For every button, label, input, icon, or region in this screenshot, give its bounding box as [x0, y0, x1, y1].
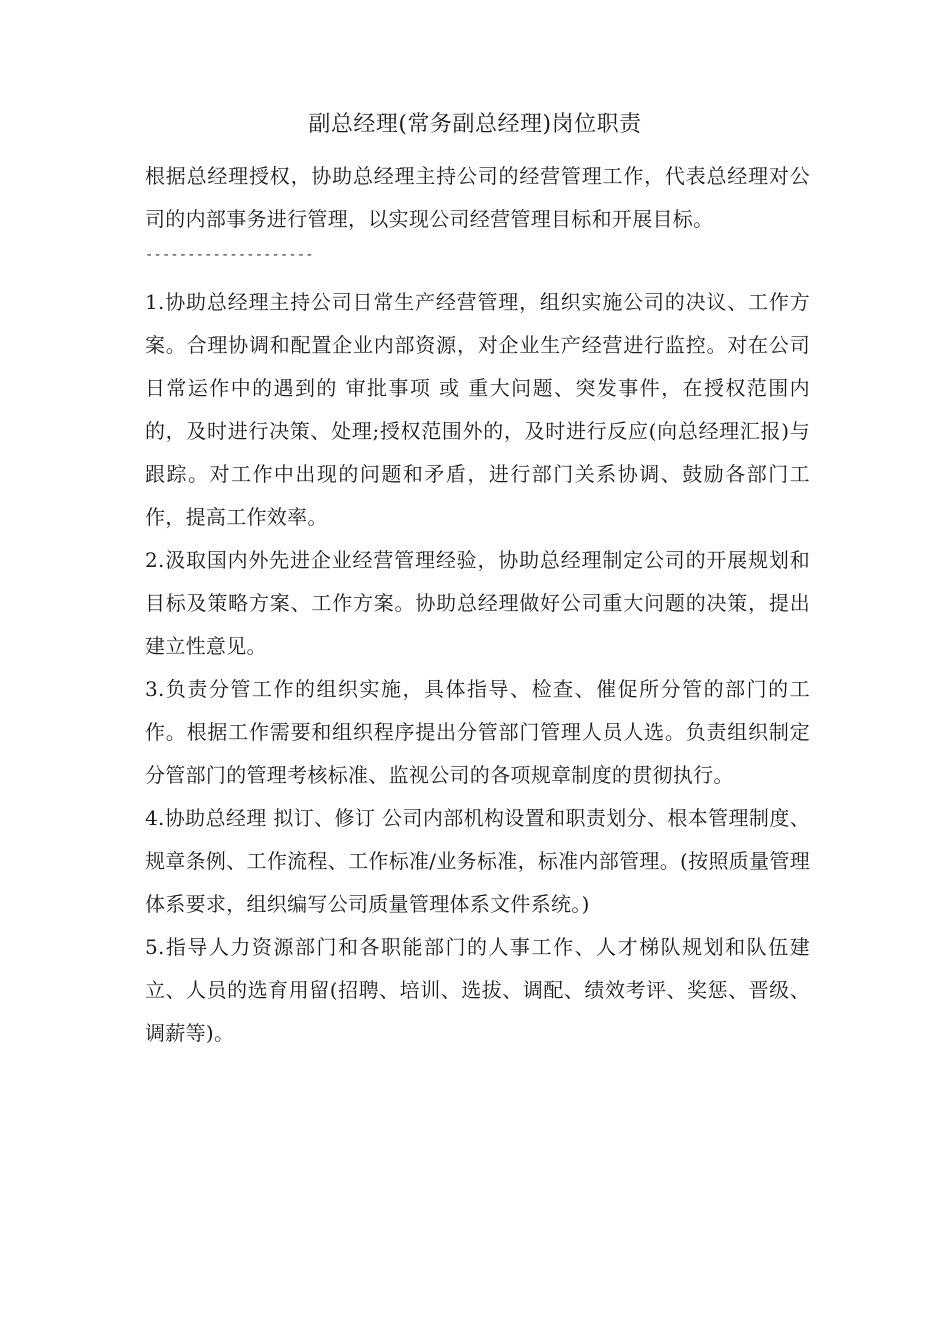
intro-paragraph: 根据总经理授权，协助总经理主持公司的经营管理工作，代表总经理对公司的内部事务进行管理，以实现公司经营管理目标和开展目标。 [145, 164, 810, 231]
duty-item-2: 2.汲取国内外先进企业经营管理经验，协助总经理制定公司的开展规划和目标及策略方案、工作方案。协助总经理做好公司重大问题的决策，提出建立性意见。 [145, 548, 810, 658]
duty-item-4: 4.协助总经理 拟订、修订 公司内部机构设置和职责划分、根本管理制度、规章条例、工作流程、工作标准/业务标准，标准内部管理。(按照质量管理体系要求，组织编写公司质量管理体系文件系统。) [145, 806, 810, 916]
duty-item-3: 3.负责分管工作的组织实施，具体指导、检查、催促所分管的部门的工作。根据工作需要和组织程序提出分管部门管理人员人选。负责组织制定分管部门的管理考核标准、监视公司的各项规章制度的贯彻执行。 [145, 677, 810, 787]
duty-item-1: 1.协助总经理主持公司日常生产经营管理，组织实施公司的决议、工作方案。合理协调和配置企业内部资源，对企业生产经营进行监控。对在公司日常运作中的遇到的 审批事项 或 重大问题、突发事件，在授权范围内的，及时进行决策、处理;授权范围外的，及时进行反应(向总经理汇报)与跟踪。对工作中出现的问题和矛盾，进行部门关系协调、鼓励各部门工作，提高工作效率。 [145, 290, 810, 529]
document-title: 副总经理(常务副总经理)岗位职责 [308, 112, 642, 137]
divider-line: -------------------- [145, 247, 314, 263]
document-body [145, 155, 810, 1055]
duty-item-5: 5.指导人力资源部门和各职能部门的人事工作、人才梯队规划和队伍建立、人员的选育用留(招聘、培训、选拔、调配、绩效考评、奖惩、晋级、调薪等)。 [145, 935, 810, 1045]
